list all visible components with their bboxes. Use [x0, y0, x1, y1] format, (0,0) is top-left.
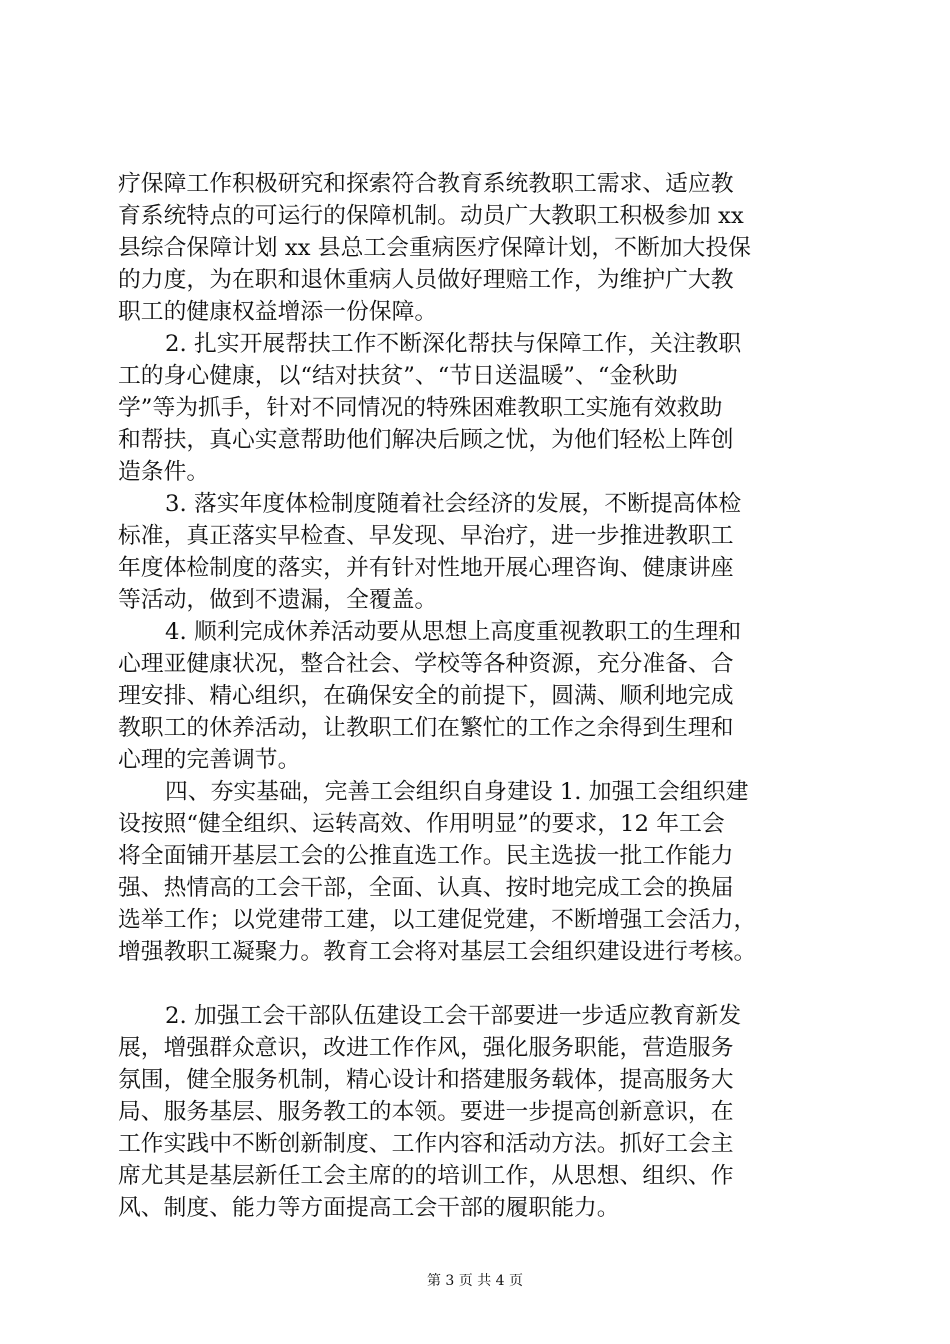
text-line: 造条件。 — [118, 459, 210, 485]
text-line: 增强教职工凝聚力。教育工会将对基层工会组织建设进行考核。 — [118, 939, 757, 965]
text-line: 疗保障工作积极研究和探索符合教育系统教职工需求、适应教 — [118, 171, 734, 197]
paragraph-union-organization — [118, 776, 830, 968]
paragraph-medical-security — [118, 168, 830, 328]
paragraph-recuperation-activities — [118, 616, 830, 776]
document-body — [118, 168, 830, 1224]
text-line: 职工的健康权益增添一份保障。 — [118, 299, 438, 325]
text-line: 心理的完善调节。 — [118, 747, 301, 773]
paragraph-assistance-work — [118, 328, 830, 488]
text-line: 等活动，做到不遗漏，全覆盖。 — [118, 587, 438, 613]
text-line: 3. 落实年度体检制度随着社会经济的发展，不断提高体检 — [165, 491, 742, 517]
paragraph-cadre-team — [118, 1000, 830, 1224]
text-line: 4. 顺利完成休养活动要从思想上高度重视教职工的生理和 — [165, 619, 742, 645]
text-line: 和帮扶，真心实意帮助他们解决后顾之忧，为他们轻松上阵创 — [118, 427, 734, 453]
text-line: 育系统特点的可运行的保障机制。动员广大教职工积极参加 xx — [118, 203, 744, 229]
text-line: 的力度，为在职和退休重病人员做好理赔工作，为维护广大教 — [118, 267, 734, 293]
text-line: 氛围，健全服务机制，精心设计和搭建服务载体，提高服务大 — [118, 1067, 734, 1093]
text-line: 标准，真正落实早检查、早发现、早治疗，进一步推进教职工 — [118, 523, 734, 549]
page-number-footer: 第 3 页 共 4 页 — [426, 1273, 524, 1289]
text-line: 县综合保障计划 xx 县总工会重病医疗保障计划，不断加大投保 — [118, 235, 751, 261]
text-line: 设按照“健全组织、运转高效、作用明显”的要求，12 年工会 — [118, 811, 725, 837]
text-line: 强、热情高的工会干部，全面、认真、按时地完成工会的换届 — [118, 875, 734, 901]
text-line: 将全面铺开基层工会的公推直选工作。民主选拔一批工作能力 — [118, 843, 734, 869]
text-line: 工作实践中不断创新制度、工作内容和活动方法。抓好工会主 — [118, 1131, 734, 1157]
text-line: 2. 扎实开展帮扶工作不断深化帮扶与保障工作，关注教职 — [165, 331, 742, 357]
paragraph-spacer — [118, 968, 830, 1000]
paragraph-annual-checkup — [118, 488, 830, 616]
text-line: 2. 加强工会干部队伍建设工会干部要进一步适应教育新发 — [165, 1003, 742, 1029]
text-line: 四、夯实基础，完善工会组织自身建设 1. 加强工会组织建 — [165, 779, 749, 805]
text-line: 理安排、精心组织，在确保安全的前提下，圆满、顺利地完成 — [118, 683, 734, 709]
text-line: 心理亚健康状况，整合社会、学校等各种资源，充分准备、合 — [118, 651, 734, 677]
text-line: 风、制度、能力等方面提高工会干部的履职能力。 — [118, 1195, 620, 1221]
text-line: 选举工作；以党建带工建，以工建促党建，不断增强工会活力， — [118, 907, 757, 933]
text-line: 学”等为抓手，针对不同情况的特殊困难教职工实施有效救助 — [118, 395, 723, 421]
text-line: 展，增强群众意识，改进工作作风，强化服务职能，营造服务 — [118, 1035, 734, 1061]
text-line: 工的身心健康，以“结对扶贫”、“节日送温暖”、“金秋助 — [118, 363, 678, 389]
text-line: 年度体检制度的落实，并有针对性地开展心理咨询、健康讲座 — [118, 555, 734, 581]
text-line: 教职工的休养活动，让教职工们在繁忙的工作之余得到生理和 — [118, 715, 734, 741]
text-line: 局、服务基层、服务教工的本领。要进一步提高创新意识，在 — [118, 1099, 734, 1125]
text-line: 席尤其是基层新任工会主席的的培训工作，从思想、组织、作 — [118, 1163, 734, 1189]
